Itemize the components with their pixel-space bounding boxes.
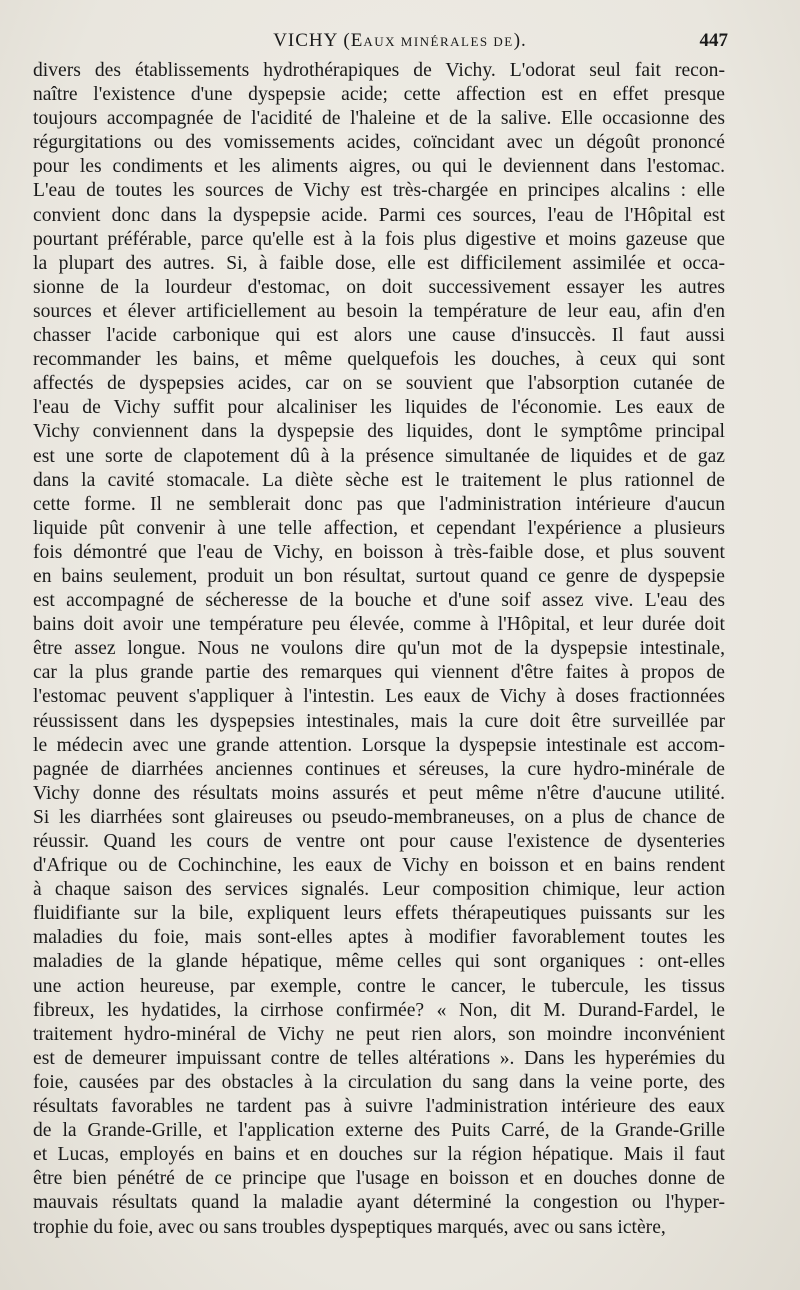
- text-line: en bains seulement, produit un bon résultat, surtout quand ce genre de dyspepsie: [33, 565, 725, 587]
- text-line: l'estomac peuvent s'appliquer à l'intestin. Les eaux de Vichy à doses fractionnées: [33, 686, 725, 708]
- running-title-end: ).: [513, 30, 527, 51]
- text-line: cette forme. Il ne semblerait donc pas que l'administration intérieure d'aucun: [33, 493, 725, 515]
- running-title-main: VICHY (E: [273, 30, 364, 51]
- page-header: [0, 30, 800, 58]
- text-line: car la plus grande partie des remarques qui viennent d'être faites à propos de: [33, 662, 725, 684]
- text-line: est une sorte de clapotement dû à la présence simultanée de liquides et de gaz: [33, 445, 725, 467]
- text-line: maladies du foie, mais sont-elles aptes à modifier favorablement toutes les: [33, 927, 725, 949]
- text-line: fluidifiante sur la bile, expliquent leurs effets thérapeutiques puissants sur les: [33, 903, 725, 925]
- text-line: réussir. Quand les cours de ventre ont pour cause l'existence de dysenteries: [33, 831, 725, 852]
- text-line: est accompagné de sécheresse de la bouche et d'une soif assez vive. L'eau des: [33, 590, 725, 612]
- text-line: réussissent dans les dyspepsies intestinales, mais la cure doit être surveillée par: [33, 710, 725, 732]
- text-line: toujours accompagnée de l'acidité de l'haleine et de la salive. Elle occasionne des: [33, 108, 725, 130]
- text-line: l'eau de Vichy suffit pour alcaliniser les liquides de l'économie. Les eaux de: [33, 397, 725, 419]
- text-line: L'eau de toutes les sources de Vichy est très-chargée en principes alcalins : elle: [33, 180, 725, 202]
- text-line: être bien pénétré de ce principe que l'usage en boisson et en douches donne de: [33, 1168, 725, 1190]
- text-line: recommander les bains, et même quelquefois les douches, à ceux qui sont: [33, 349, 725, 371]
- text-line: chasser l'acide carbonique qui est alors une cause d'insuccès. Il faut aussi: [33, 325, 725, 347]
- text-line: foie, causées par des obstacles à la circulation du sang dans la veine porte, des: [33, 1071, 725, 1093]
- text-line: Vichy conviennent dans la dyspepsie des liquides, dont le symptôme principal: [33, 421, 725, 443]
- text-line: fibreux, les hydatides, la cirrhose confirmée? « Non, dit M. Durand-Fardel, le: [33, 999, 725, 1021]
- text-line: et Lucas, employés en bains et en douches sur la région hépatique. Mais il faut: [33, 1144, 725, 1166]
- text-line: à chaque saison des services signalés. Leur composition chimique, leur action: [33, 879, 725, 901]
- text-line: trophie du foie, avec ou sans troubles dyspeptiques marqués, avec ou sans ictère,: [33, 1216, 666, 1238]
- text-line: fois démontré que l'eau de Vichy, en boisson à très-faible dose, et plus souvent: [33, 541, 725, 563]
- text-line: Si les diarrhées sont glaireuses ou pseudo-membraneuses, on a plus de chance de: [33, 806, 725, 828]
- text-line: est de demeurer impuissant contre de telles altérations ». Dans les hyperémies du: [33, 1047, 725, 1069]
- text-line: maladies de la glande hépatique, même celles qui sont organiques : ont-elles: [33, 951, 725, 973]
- page-number: 447: [699, 30, 728, 51]
- text-line: d'Afrique ou de Cochinchine, les eaux de Vichy en boisson et en bains rendent: [33, 855, 725, 877]
- text-line: traitement hydro-minéral de Vichy ne peut rien alors, son moindre inconvénient: [33, 1023, 725, 1045]
- text-line: convient donc dans la dyspepsie acide. Parmi ces sources, l'eau de l'Hôpital est: [33, 204, 725, 226]
- text-line: affectés de dyspepsies acides, car on se souvient que l'absorption cutanée de: [33, 373, 725, 395]
- text-line: le médecin avec une grande attention. Lorsque la dyspepsie intestinale est accom-: [33, 734, 725, 756]
- text-line: pour les condiments et les aliments aigres, ou qui le deviennent dans l'estomac.: [33, 156, 725, 178]
- text-line: sources et élever artificiellement au besoin la température de leur eau, afin d'en: [33, 300, 725, 322]
- text-line: une action heureuse, par exemple, contre le cancer, le tubercule, les tissus: [33, 975, 725, 997]
- text-line: naître l'existence d'une dyspepsie acide; cette affection est en effet presque: [33, 84, 725, 106]
- text-line: bains doit avoir une température peu élevée, comme à l'Hôpital, et leur durée doit: [33, 614, 725, 636]
- running-title: [0, 30, 800, 52]
- body-paragraph: [33, 59, 725, 1240]
- text-line: Vichy donne des résultats moins assurés et peut même n'être d'aucune utilité.: [33, 782, 725, 804]
- text-line: résultats favorables ne tardent pas à suivre l'administration intérieure des eaux: [33, 1096, 725, 1118]
- text-line: liquide pût convenir à une telle affection, et cependant l'expérience a plusieurs: [33, 517, 725, 539]
- text-line: sionne de la lourdeur d'estomac, on doit successivement essayer les autres: [33, 276, 725, 298]
- running-title-small-caps: AUX MINÉRALES DE: [363, 34, 514, 49]
- text-line: régurgitations ou des vomissements acides, coïncidant avec un dégoût prononcé: [33, 132, 725, 154]
- text-line: divers des établissements hydrothérapiques de Vichy. L'odorat seul fait recon-: [33, 60, 725, 81]
- text-line: être assez longue. Nous ne voulons dire qu'un mot de la dyspepsie intestinale,: [33, 638, 725, 660]
- text-line: dans la cavité stomacale. La diète sèche est le traitement le plus rationnel de: [33, 469, 725, 491]
- text-line: pagnée de diarrhées anciennes continues et séreuses, la cure hydro-minérale de: [33, 758, 725, 780]
- text-line: pourtant préférable, parce qu'elle est à la fois plus digestive et moins gazeuse que: [33, 228, 725, 250]
- text-line: mauvais résultats quand la maladie ayant déterminé la congestion ou l'hyper-: [33, 1192, 725, 1214]
- text-line: la plupart des autres. Si, à faible dose, elle est difficilement assimilée et occa-: [33, 252, 725, 274]
- text-line: de la Grande-Grille, et l'application externe des Puits Carré, de la Grande-Grille: [33, 1120, 725, 1142]
